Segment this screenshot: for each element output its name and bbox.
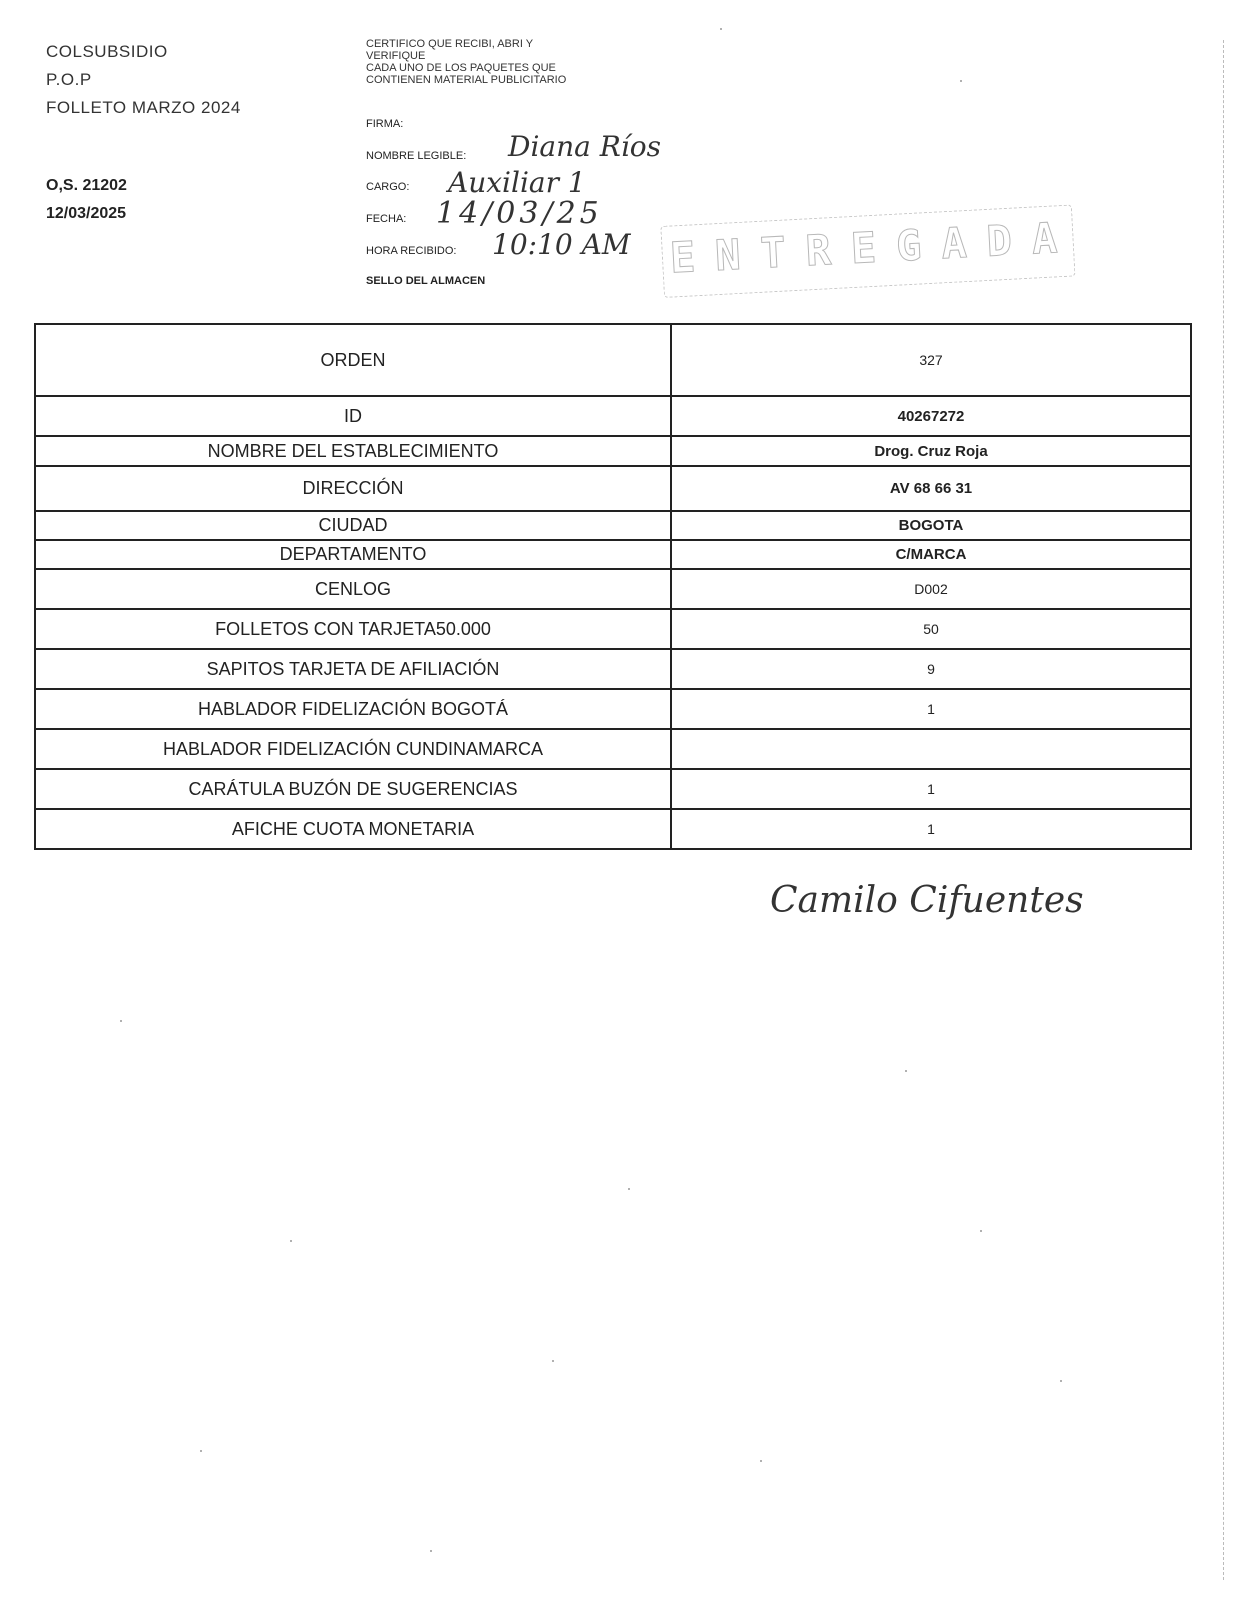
nombre-handwritten: Diana Ríos (508, 130, 661, 163)
scan-speck (552, 1360, 554, 1362)
order-table (34, 323, 1192, 850)
scan-speck (960, 80, 962, 82)
hora-handwritten: 10:10 AM (492, 228, 631, 261)
row-label: DIRECCIÓN (35, 466, 671, 511)
scan-speck (290, 1240, 292, 1242)
folleto-label: FOLLETO MARZO 2024 (46, 98, 241, 117)
company-name: COLSUBSIDIO (46, 42, 168, 61)
scan-speck (980, 1230, 982, 1232)
table-row (35, 689, 1191, 729)
cargo-handwritten: Auxiliar 1 (448, 166, 586, 199)
table-row (35, 324, 1191, 396)
row-value: 40267272 (671, 396, 1191, 436)
table-row (35, 511, 1191, 540)
os-number: O,S. 21202 (46, 177, 127, 194)
row-value (671, 729, 1191, 769)
table-row (35, 466, 1191, 511)
table-row (35, 569, 1191, 609)
row-label: NOMBRE DEL ESTABLECIMIENTO (35, 436, 671, 466)
scan-speck (760, 1460, 762, 1462)
row-value: BOGOTA (671, 511, 1191, 540)
row-label: DEPARTAMENTO (35, 540, 671, 569)
header-left (46, 38, 241, 122)
row-value: 1 (671, 769, 1191, 809)
sello-label: SELLO DEL ALMACEN (366, 275, 486, 287)
row-label: ID (35, 396, 671, 436)
certification-text (366, 38, 646, 86)
row-label: SAPITOS TARJETA DE AFILIACIÓN (35, 649, 671, 689)
table-row (35, 769, 1191, 809)
entregada-stamp (660, 194, 1084, 311)
row-value: 50 (671, 609, 1191, 649)
row-label: ORDEN (35, 324, 671, 396)
row-label: CIUDAD (35, 511, 671, 540)
fecha-handwritten: 14/03/25 (436, 196, 603, 231)
row-value: AV 68 66 31 (671, 466, 1191, 511)
table-row (35, 649, 1191, 689)
row-label: FOLLETOS CON TARJETA50.000 (35, 609, 671, 649)
table-row (35, 809, 1191, 849)
fecha-label: FECHA: (366, 213, 407, 225)
page-edge-scan-line (1222, 40, 1224, 1580)
pop-label: P.O.P (46, 70, 92, 89)
stamp-text: ENTREGADA (668, 212, 1079, 283)
row-value: Drog. Cruz Roja (671, 436, 1191, 466)
scan-speck (720, 28, 722, 30)
row-value: 1 (671, 689, 1191, 729)
cert-line: CONTIENEN MATERIAL PUBLICITARIO (366, 74, 567, 86)
table-row (35, 609, 1191, 649)
table-row (35, 540, 1191, 569)
row-label: CENLOG (35, 569, 671, 609)
table-row (35, 396, 1191, 436)
cert-line: CADA UNO DE LOS PAQUETES QUE (366, 62, 556, 74)
table-row (35, 436, 1191, 466)
hora-label: HORA RECIBIDO: (366, 245, 457, 257)
row-label: HABLADOR FIDELIZACIÓN CUNDINAMARCA (35, 729, 671, 769)
cargo-label: CARGO: (366, 181, 410, 193)
row-value: C/MARCA (671, 540, 1191, 569)
cert-line: CERTIFICO QUE RECIBI, ABRI Y (366, 38, 534, 50)
scan-speck (905, 1070, 907, 1072)
row-label: AFICHE CUOTA MONETARIA (35, 809, 671, 849)
row-value: 327 (671, 324, 1191, 396)
cert-line: VERIFIQUE (366, 50, 426, 62)
row-value: D002 (671, 569, 1191, 609)
row-label: CARÁTULA BUZÓN DE SUGERENCIAS (35, 769, 671, 809)
table-row (35, 729, 1191, 769)
row-label: HABLADOR FIDELIZACIÓN BOGOTÁ (35, 689, 671, 729)
nombre-label: NOMBRE LEGIBLE: (366, 150, 467, 162)
handwritten-signature: Camilo Cifuentes (770, 880, 1084, 921)
os-date: 12/03/2025 (46, 205, 127, 222)
os-block (46, 172, 127, 228)
scan-speck (628, 1188, 630, 1190)
firma-label: FIRMA: (366, 118, 404, 130)
scan-speck (120, 1020, 122, 1022)
scan-speck (200, 1450, 202, 1452)
row-value: 1 (671, 809, 1191, 849)
scan-speck (430, 1550, 432, 1552)
row-value: 9 (671, 649, 1191, 689)
scan-speck (1060, 1380, 1062, 1382)
